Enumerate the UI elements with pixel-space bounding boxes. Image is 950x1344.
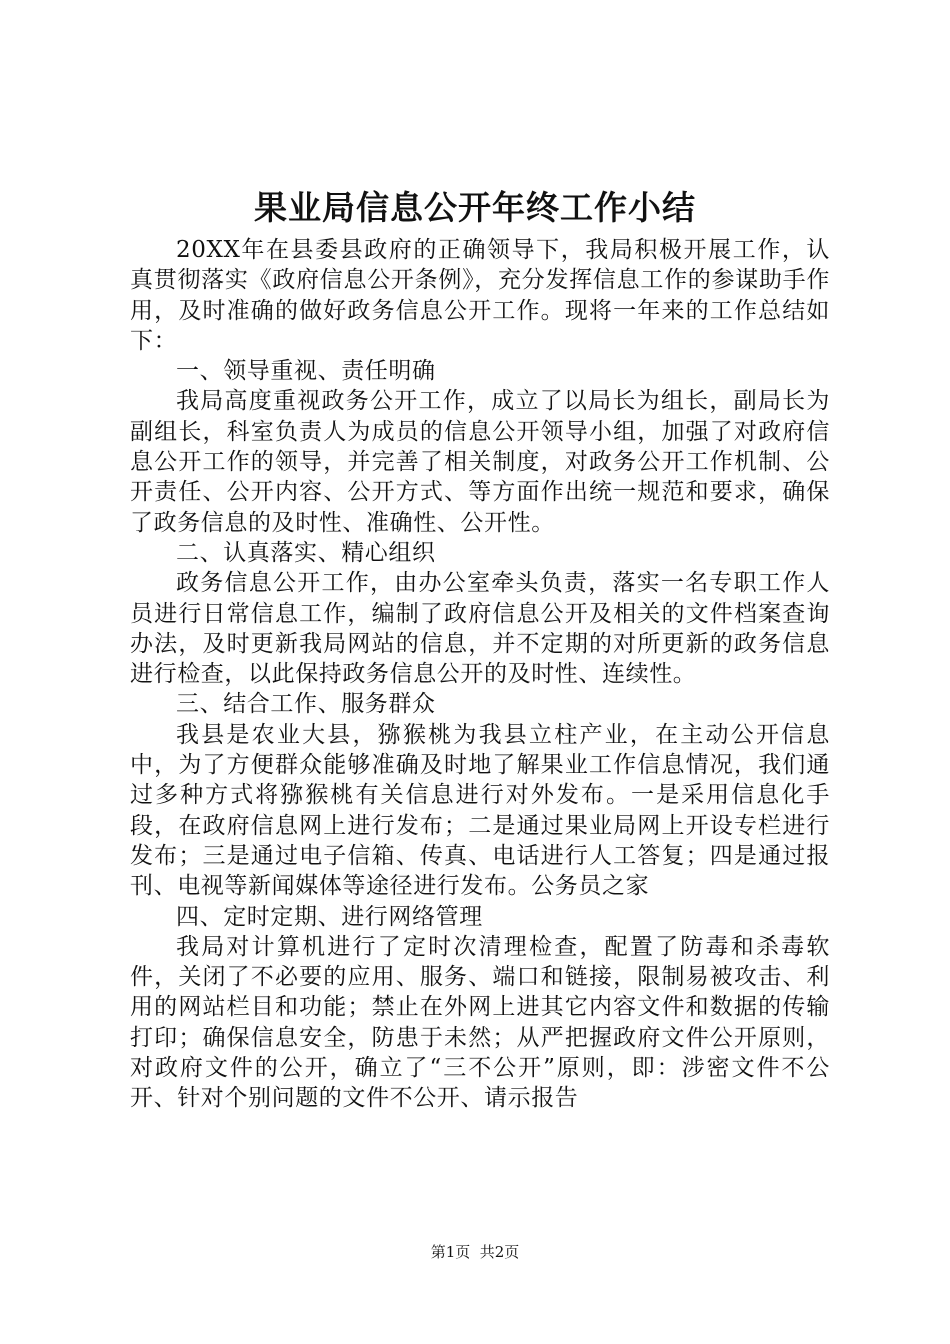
section-heading-4: 四、定时定期、进行网络管理 bbox=[176, 903, 483, 930]
document-body bbox=[130, 235, 830, 1114]
section-paragraph-3: 我县是农业大县，猕猴桃为我县立柱产业，在主动公开信息中，为了方便群众能够准确及时地了解果业工作信息情况，我们通过多种方式将猕猴桃有关信息进行对外发布。一是采用信息化手段，在政府信息网上进行发布；二是通过果业局网上开设专栏进行发布；三是通过电子信箱、传真、电话进行人工答复；四是通过报刊、电视等新闻媒体等途径进行发布。公务员之家 bbox=[130, 721, 830, 900]
section-heading-1: 一、领导重视、责任明确 bbox=[176, 358, 436, 385]
section-paragraph-4: 我局对计算机进行了定时次清理检查，配置了防毒和杀毒软件，关闭了不必要的应用、服务、端口和链接，限制易被攻击、利用的网站栏目和功能；禁止在外网上进其它内容文件和数据的传输打印；确保信息安全，防患于未然；从严把握政府文件公开原则，对政府文件的公开，确立了“三不公开”原则，即：涉密文件不公开、针对个别问题的文件不公开、请示报告 bbox=[130, 933, 830, 1112]
intro-paragraph: 20XX年在县委县政府的正确领导下，我局积极开展工作，认真贯彻落实《政府信息公开条例》，充分发挥信息工作的参谋助手作用，及时准确的做好政务信息公开工作。现将一年来的工作总结如下： bbox=[130, 237, 830, 354]
section-heading-2: 二、认真落实、精心组织 bbox=[176, 539, 436, 566]
page-footer: 第1页 共2页 bbox=[430, 1243, 520, 1261]
section-paragraph-1: 我局高度重视政务公开工作，成立了以局长为组长，副局长为副组长，科室负责人为成员的信息公开领导小组，加强了对政府信息公开工作的领导，并完善了相关制度，对政务公开工作机制、公开责任、公开内容、公开方式、等方面作出统一规范和要求，确保了政务信息的及时性、准确性、公开性。 bbox=[130, 388, 830, 536]
section-heading-3: 三、结合工作、服务群众 bbox=[176, 691, 436, 718]
section-paragraph-2: 政务信息公开工作，由办公室牵头负责，落实一名专职工作人员进行日常信息工作，编制了政府信息公开及相关的文件档案查询办法，及时更新我局网站的信息，并不定期的对所更新的政务信息进行检查，以此保持政务信息公开的及时性、连续性。 bbox=[130, 570, 830, 688]
document-title: 果业局信息公开年终工作小结 bbox=[254, 188, 696, 227]
